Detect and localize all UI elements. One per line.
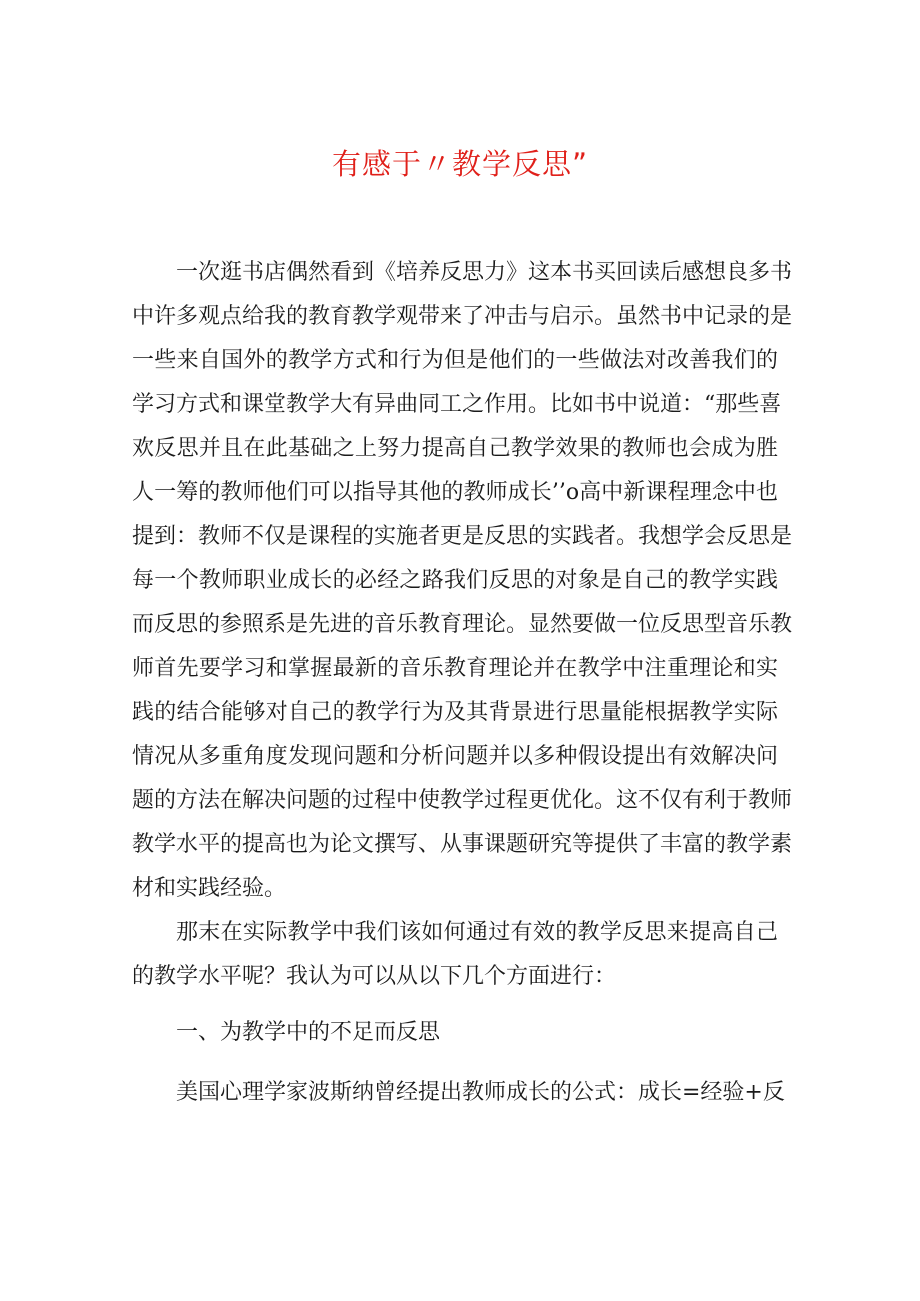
paragraph-line: 践的结合能够对自己的教学行为及其背景进行思量能根据教学实际 [132, 700, 778, 725]
paragraph-line: 欢反思并且在此基础之上努力提高自己教学效果的教师也会成为胜 [132, 436, 778, 461]
paragraph-line: 那末在实际教学中我们该如何通过有效的教学反思来提高自己 [176, 920, 778, 945]
paragraph-line: 而反思的参照系是先进的音乐教育理论。显然要做一位反思型音乐教 [132, 612, 793, 637]
paragraph-line: 教学水平的提高也为论文撰写、从事课题研究等提供了丰富的教学素 [132, 832, 793, 857]
paragraph-line: 一些来自国外的教学方式和行为但是他们的一些做法对改善我们的 [132, 348, 778, 373]
paragraph-line: 情况从多重角度发现问题和分析问题并以多种假设提出有效解决问 [132, 744, 778, 769]
paragraph-line: 师首先要学习和掌握最新的音乐教育理论并在教学中注重理论和实 [132, 656, 778, 681]
paragraph-line: 一次逛书店偶然看到《培养反思力》这本书买回读后感想良多书 [176, 260, 793, 285]
section-heading: 一、为教学中的不足而反思 [176, 1020, 441, 1045]
paragraph-line: 学习方式和课堂教学大有异曲同工之作用。比如书中说道：“那些喜 [132, 392, 782, 417]
paragraph-line: 题的方法在解决问题的过程中使教学过程更优化。这不仅有利于教师 [132, 788, 793, 813]
paragraph-line: 材和实践经验。 [132, 876, 287, 901]
paragraph-line: 每一个教师职业成长的必经之路我们反思的对象是自己的教学实践 [132, 568, 778, 593]
paragraph-line: 的教学水平呢？我认为可以从以下几个方面进行： [132, 964, 617, 989]
paragraph-line: 提到：教师不仅是课程的实施者更是反思的实践者。我想学会反思是 [132, 524, 793, 549]
paragraph-line: 中许多观点给我的教育教学观带来了冲击与启示。虽然书中记录的是 [132, 304, 793, 329]
paragraph-line: 美国心理学家波斯纳曾经提出教师成长的公式：成长=经验+反 [176, 1080, 785, 1105]
document-title: 有感于〃教学反思” [331, 147, 589, 181]
paragraph-line: 人一筹的教师他们可以指导其他的教师成长’’o高中新课程理念中也 [132, 480, 778, 505]
